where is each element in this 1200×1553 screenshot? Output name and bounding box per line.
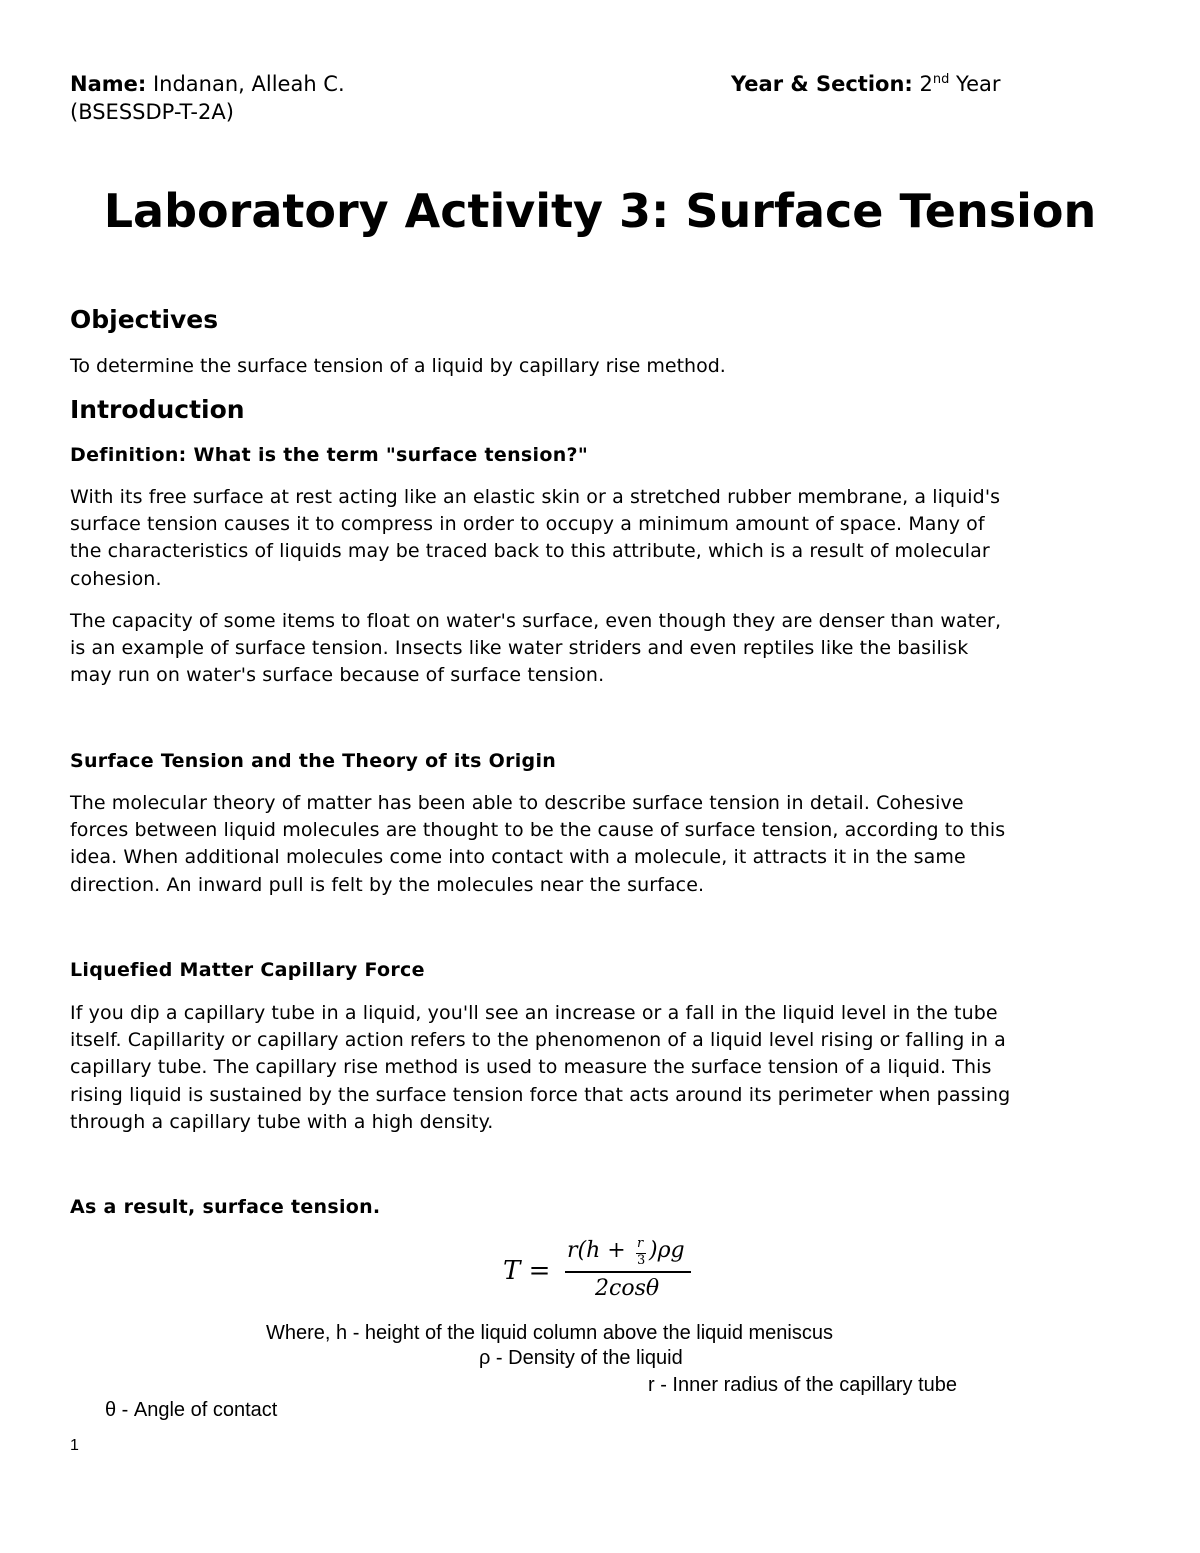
document-title: Laboratory Activity 3: Surface Tension — [103, 184, 1097, 238]
text-line: itself. Capillarity or capillary action refers to the phenomenon of a liquid level rising or falling in a — [70, 1029, 1006, 1052]
formula-numerator-end: )ρg — [649, 1238, 685, 1263]
formula-fraction — [565, 1236, 691, 1306]
objectives-text: To determine the surface tension of a liquid by capillary rise method. — [70, 355, 726, 377]
where-r-definition: r - Inner radius of the capillary tube — [648, 1374, 958, 1396]
formula-inner-denominator: 3 — [637, 1253, 646, 1268]
introduction-heading: Introduction — [70, 395, 245, 424]
formula-fraction-bar — [565, 1271, 691, 1273]
formula-denominator: 2cosθ — [595, 1276, 660, 1301]
formula-numerator-start: r(h + — [567, 1238, 626, 1263]
text-line: direction. An inward pull is felt by the molecules near the surface. — [70, 873, 705, 896]
capillary-paragraph — [70, 1000, 1140, 1136]
year-ordinal-suffix: nd — [932, 72, 950, 87]
formula-lhs: T = — [503, 1256, 551, 1286]
theory-paragraph — [70, 790, 1140, 899]
text-line: With its free surface at rest acting like an elastic skin or a stretched rubber membrane, a liquid's — [70, 486, 1001, 508]
text-line: capillary tube. The capillary rise method is used to measure the surface tension of a liquid. This — [70, 1056, 992, 1079]
text-line: idea. When additional molecules come into contact with a molecule, it attracts it in the same — [70, 846, 966, 869]
year-number: 2 — [912, 72, 933, 96]
course-section: (BSESSDP-T-2A) — [70, 100, 234, 124]
student-name-line — [70, 72, 345, 96]
text-line: The capacity of some items to float on water's surface, even though they are denser than water, — [70, 610, 1002, 632]
capillary-heading: Liquefied Matter Capillary Force — [70, 959, 425, 981]
year-section-line — [731, 72, 1001, 96]
introduction-paragraph-2 — [70, 608, 1140, 690]
objectives-heading: Objectives — [70, 305, 219, 334]
text-line: The molecular theory of matter has been able to describe surface tension in detail. Cohesive — [70, 792, 964, 814]
theory-heading: Surface Tension and the Theory of its Origin — [70, 750, 557, 772]
text-line: through a capillary tube with a high density. — [70, 1110, 494, 1133]
text-line: rising liquid is sustained by the surface tension force that acts around its perimeter when passing — [70, 1083, 1011, 1106]
text-line: forces between liquid molecules are thought to be the cause of surface tension, according to this — [70, 819, 1006, 842]
text-line: may run on water's surface because of surface tension. — [70, 664, 605, 687]
text-line: surface tension causes it to compress in order to occupy a minimum amount of space. Many of — [70, 513, 985, 536]
text-line: cohesion. — [70, 567, 162, 590]
introduction-paragraph-1 — [70, 484, 1140, 593]
page-number: 1 — [70, 1437, 79, 1454]
where-theta-definition: θ - Angle of contact — [105, 1399, 278, 1421]
year-word: Year — [949, 72, 1001, 96]
text-line: is an example of surface tension. Insects like water striders and even reptiles like the basilisk — [70, 637, 969, 660]
name-label: Name: — [70, 72, 147, 96]
formula-inner-numerator: r — [637, 1236, 644, 1251]
year-section-label: Year & Section: — [731, 72, 913, 96]
text-line: If you dip a capillary tube in a liquid, you'll see an increase or a fall in the liquid level in the tube — [70, 1002, 998, 1024]
text-line: the characteristics of liquids may be traced back to this attribute, which is a result of molecular — [70, 540, 990, 563]
definition-heading: Definition: What is the term "surface tension?" — [70, 444, 589, 466]
where-rho-definition: ρ - Density of the liquid — [479, 1347, 683, 1369]
name-value: Indanan, Alleah C. — [146, 72, 345, 96]
where-h-definition: Where, h - height of the liquid column above the liquid meniscus — [266, 1322, 833, 1344]
result-heading: As a result, surface tension. — [70, 1196, 381, 1218]
